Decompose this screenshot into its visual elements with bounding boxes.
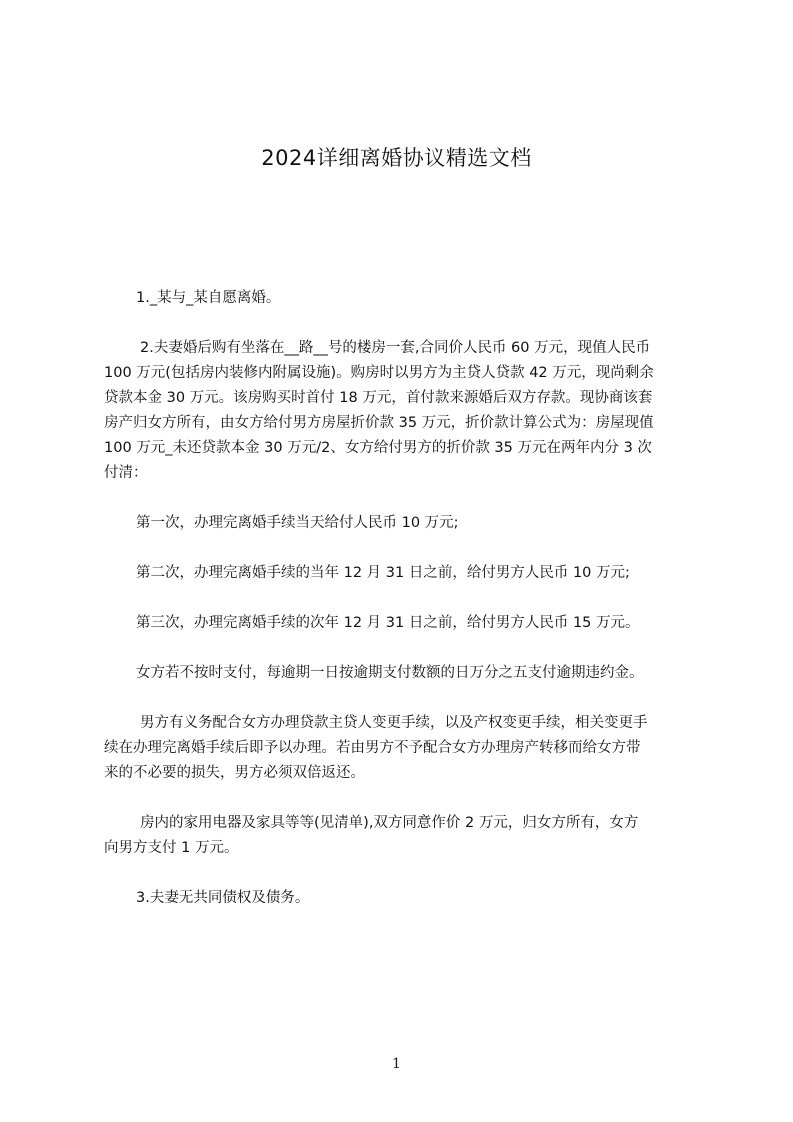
paragraph-line: 贷款本金 30 万元。该房购买时首付 18 万元，首付款来源婚后双方存款。现协商该套	[104, 390, 653, 406]
paragraph-7	[104, 711, 702, 786]
document-title: 2024详细离婚协议精选文档	[261, 146, 532, 170]
paragraph-line: 第一次，办理完离婚手续当天给付人民币 10 万元;	[136, 515, 459, 531]
paragraph-line: 1._某与_某自愿离婚。	[136, 290, 281, 306]
paragraph-2	[104, 336, 702, 486]
paragraph-line: 3.夫妻无共同债权及债务。	[136, 890, 310, 906]
paragraph-line: 第三次，办理完离婚手续的次年 12 月 31 日之前，给付男方人民币 15 万元。	[136, 615, 640, 631]
paragraph-line: 100 万元(包括房内装修内附属设施)。购房时以男方为主贷人贷款 42 万元，现尚剩余	[104, 365, 654, 381]
paragraph-line: 房内的家用电器及家具等等(见清单),双方同意作价 2 万元，归女方所有，女方	[140, 815, 639, 831]
paragraph-line: 女方若不按时支付，每逾期一日按逾期支付数额的日万分之五支付逾期违约金。	[136, 665, 644, 681]
paragraph-line: 向男方支付 1 万元。	[104, 840, 239, 856]
paragraph-line: 男方有义务配合女方办理贷款主贷人变更手续，以及产权变更手续，相关变更手	[140, 715, 648, 731]
paragraph-4	[104, 561, 702, 586]
document-body	[104, 286, 702, 936]
paragraph-line: 续在办理完离婚手续后即予以办理。若由男方不予配合女方办理房产转移而给女方带	[104, 740, 641, 756]
paragraph-8	[104, 811, 702, 861]
page-number: 1	[392, 1056, 401, 1072]
paragraph-line: 100 万元_未还贷款本金 30 万元/2、女方给付男方的折价款 35 万元在两年内分 3 次	[104, 440, 652, 456]
paragraph-9	[104, 886, 702, 911]
paragraph-line: 房产归女方所有，由女方给付男方房屋折价款 35 万元，折价款计算公式为：房屋现值	[104, 415, 654, 431]
paragraph-6	[104, 661, 702, 686]
paragraph-line: 付清：	[104, 465, 148, 481]
paragraph-5	[104, 611, 702, 636]
paragraph-line: 第二次，办理完离婚手续的当年 12 月 31 日之前，给付男方人民币 10 万元;	[136, 565, 630, 581]
paragraph-line: 来的不必要的损失，男方必须双倍返还。	[104, 765, 365, 781]
paragraph-line: 2.夫妻婚后购有坐落在__路__号的楼房一套,合同价人民币 60 万元，现值人民币	[140, 340, 651, 356]
paragraph-1	[104, 286, 702, 311]
paragraph-3	[104, 511, 702, 536]
